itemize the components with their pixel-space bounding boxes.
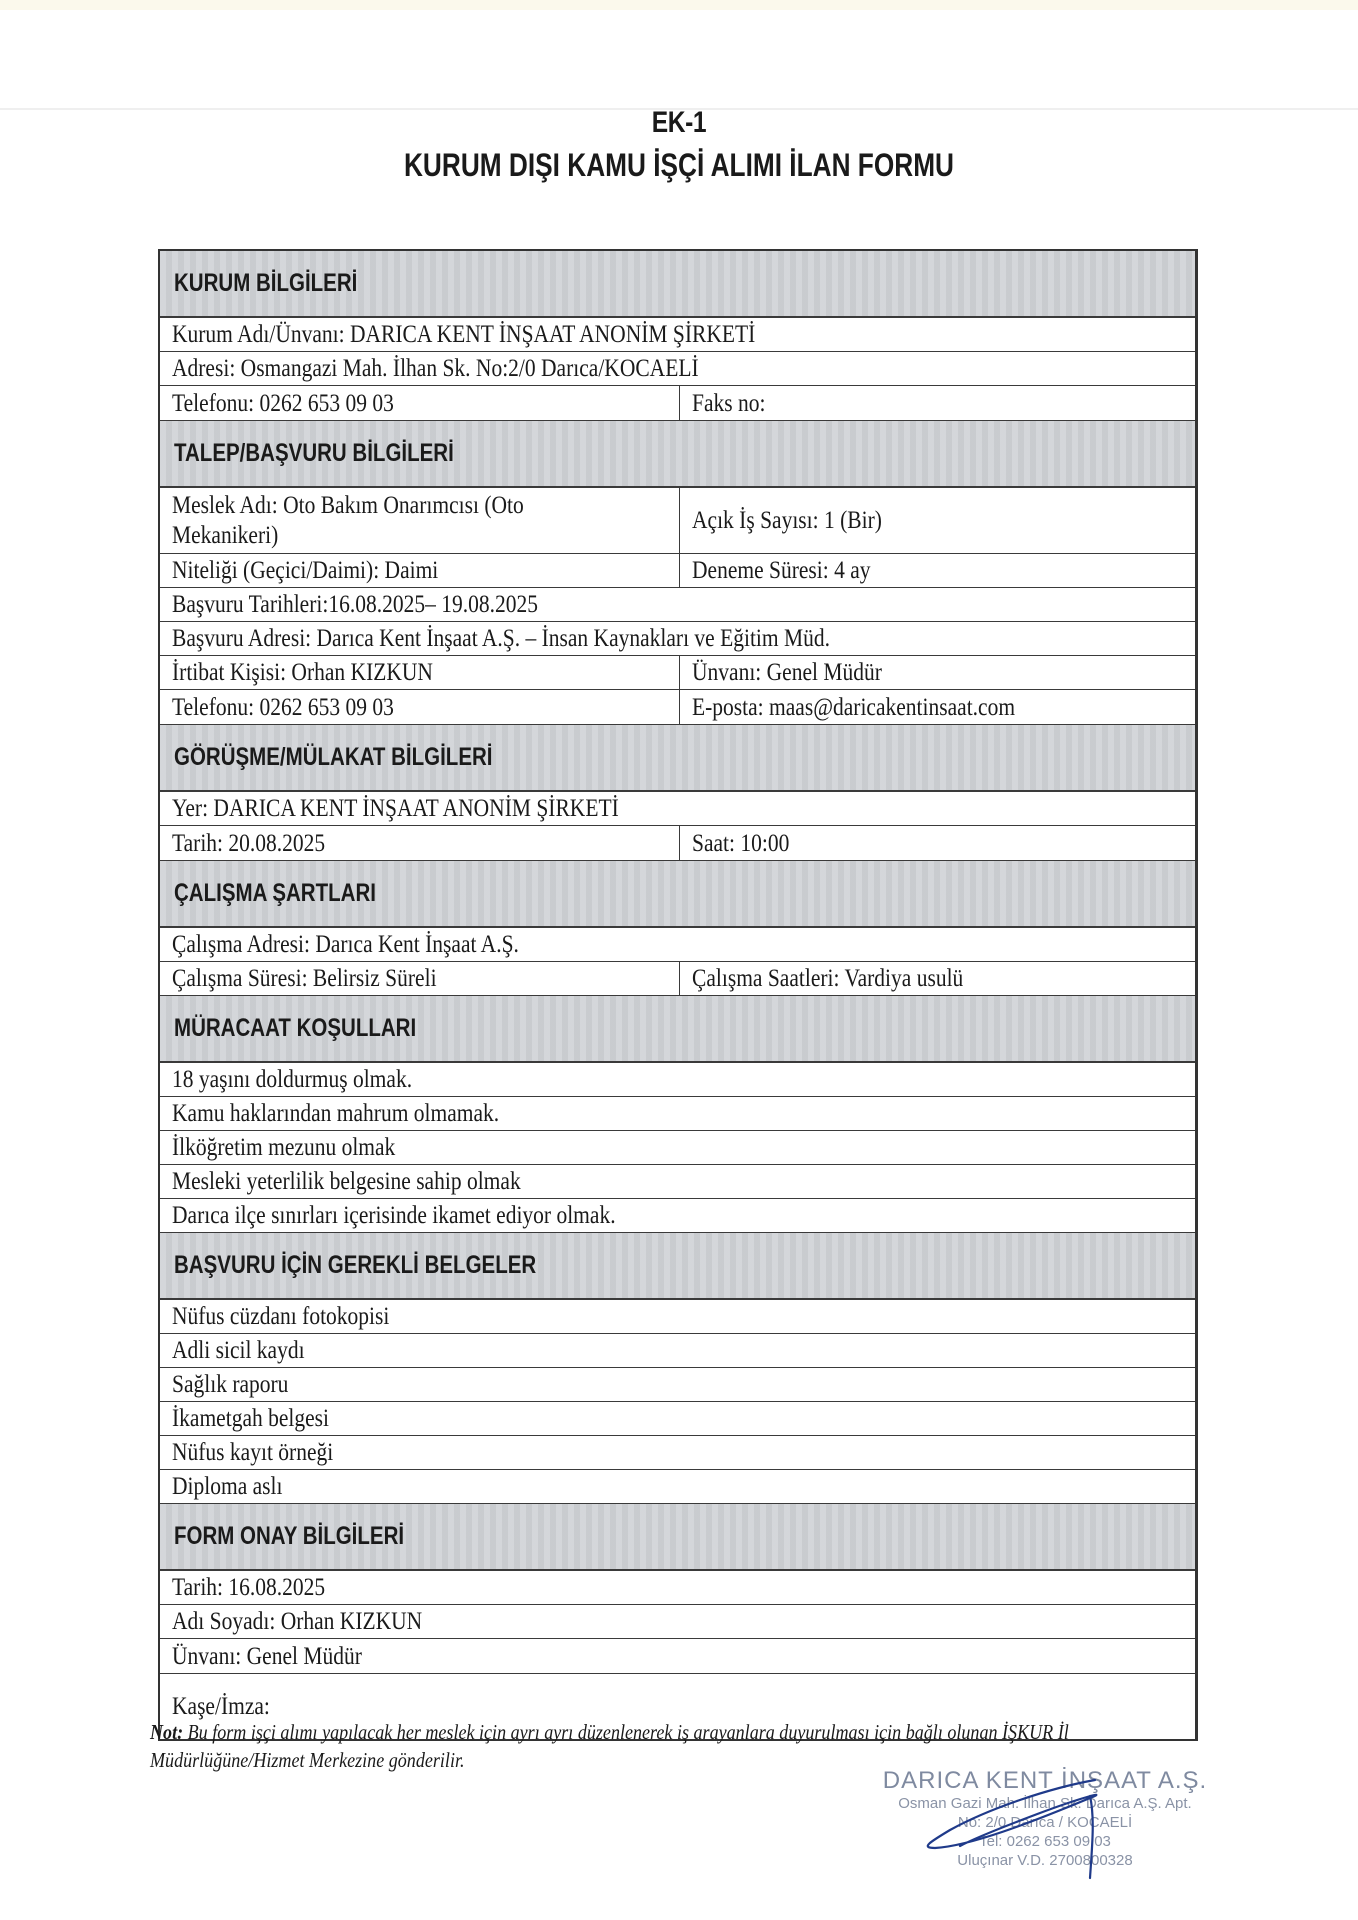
gerekli-belge: Nüfus kayıt örneği <box>172 1439 334 1466</box>
section-title: MÜRACAAT KOŞULLARI <box>174 1014 417 1042</box>
kurum-adi-field: Kurum Adı/Ünvanı: DARICA KENT İNŞAAT ANONİM ŞİRKETİ <box>172 321 756 348</box>
gerekli-belge: Sağlık raporu <box>172 1371 289 1398</box>
annex-label: EK-1 <box>651 106 707 139</box>
muracaat-kosulu: İlköğretim mezunu olmak <box>172 1134 396 1161</box>
section-header-muracaat <box>160 996 1195 1063</box>
stamp-phone-line: Tel: 0262 653 09 03 <box>979 1833 1111 1850</box>
gerekli-belge: Nüfus cüzdanı fotokopisi <box>172 1303 390 1330</box>
job-posting-form-table <box>158 249 1198 1741</box>
stamp-address-line: No: 2/0 Darıca / KOCAELİ <box>957 1814 1133 1831</box>
section-title: ÇALIŞMA ŞARTLARI <box>174 879 376 907</box>
list-item <box>160 1334 1195 1368</box>
stamp-address-line: Osman Gazi Mah. İlhan Sk. Darıca A.Ş. Apt. <box>898 1795 1192 1812</box>
section-header-onay <box>160 1504 1195 1571</box>
gerekli-belge: Adli sicil kaydı <box>172 1337 305 1364</box>
form-row <box>160 622 1195 656</box>
scan-top-strip <box>0 0 1358 10</box>
form-row <box>160 690 1195 725</box>
talep-telefon-field: Telefonu: 0262 653 09 03 <box>160 690 680 724</box>
mulakat-tarih-field: Tarih: 20.08.2025 <box>160 826 680 860</box>
niteligi-field: Niteliği (Geçici/Daimi): Daimi <box>160 554 680 587</box>
gerekli-belge: Diploma aslı <box>172 1473 283 1500</box>
form-row <box>160 1639 1195 1674</box>
form-row <box>160 318 1195 352</box>
form-row <box>160 962 1195 996</box>
section-header-belgeler <box>160 1233 1195 1300</box>
list-item <box>160 1199 1195 1233</box>
stamp-tax-line: Uluçınar V.D. 2700800328 <box>957 1852 1133 1869</box>
company-stamp <box>880 1768 1210 1888</box>
section-title: KURUM BİLGİLERİ <box>174 269 358 297</box>
form-row <box>160 386 1195 421</box>
muracaat-kosulu: Darıca ilçe sınırları içerisinde ikamet ediyor olmak. <box>172 1202 616 1229</box>
list-item <box>160 1300 1195 1334</box>
form-row <box>160 792 1195 826</box>
acik-is-sayisi-field: Açık İş Sayısı: 1 (Bir) <box>692 507 882 534</box>
section-title: BAŞVURU İÇİN GEREKLİ BELGELER <box>174 1251 537 1279</box>
list-item <box>160 1165 1195 1199</box>
stamp-company-name: DARICA KENT İNŞAAT A.Ş. <box>882 1767 1208 1794</box>
document-header <box>0 104 1358 188</box>
form-row <box>160 352 1195 386</box>
signature-icon <box>880 1768 1210 1888</box>
kase-imza-field: Kaşe/İmza: <box>172 1693 270 1720</box>
note-text: Bu form işçi alımı yapılacak her meslek için ayrı ayrı düzenlenerek iş arayanlara duyurulması için bağlı olunan İŞKUR İl Müdürlüğüne/Hizmet Merkezine gönderilir. <box>150 1720 1069 1772</box>
form-row <box>160 656 1195 690</box>
list-item <box>160 1063 1195 1097</box>
irtibat-kisisi-field: İrtibat Kişisi: Orhan KIZKUN <box>160 656 680 689</box>
onay-tarih-field: Tarih: 16.08.2025 <box>172 1574 326 1601</box>
section-header-gorusme <box>160 725 1195 792</box>
list-item <box>160 1097 1195 1131</box>
basvuru-adresi-field: Başvuru Adresi: Darıca Kent İnşaat A.Ş. – İnsan Kaynakları ve Eğitim Müd. <box>172 625 831 652</box>
list-item <box>160 1368 1195 1402</box>
form-row <box>160 826 1195 861</box>
list-item <box>160 1131 1195 1165</box>
section-header-talep <box>160 421 1195 488</box>
section-title: FORM ONAY BİLGİLERİ <box>174 1522 405 1550</box>
muracaat-kosulu: 18 yaşını doldurmuş olmak. <box>172 1066 413 1093</box>
muracaat-kosulu: Mesleki yeterlilik belgesine sahip olmak <box>172 1168 521 1195</box>
footnote <box>150 1718 1210 1774</box>
form-row <box>160 928 1195 962</box>
calisma-saatleri-field: Çalışma Saatleri: Vardiya usulü <box>692 965 964 992</box>
form-row <box>160 1605 1195 1639</box>
section-header-calisma <box>160 861 1195 928</box>
kurum-faks-field: Faks no: <box>692 389 766 417</box>
meslek-adi-field: Meslek Adı: Oto Bakım Onarımcısı (Oto Mekanikeri) <box>160 488 680 553</box>
mulakat-yer-field: Yer: DARICA KENT İNŞAAT ANONİM ŞİRKETİ <box>172 795 619 822</box>
section-title: TALEP/BAŞVURU BİLGİLERİ <box>174 439 454 467</box>
kurum-telefon-field: Telefonu: 0262 653 09 03 <box>160 386 680 420</box>
onay-unvani-field: Ünvanı: Genel Müdür <box>172 1642 362 1670</box>
deneme-suresi-field: Deneme Süresi: 4 ay <box>692 557 871 584</box>
form-row <box>160 488 1195 554</box>
list-item <box>160 1470 1195 1504</box>
eposta-field: E-posta: maas@daricakentinsaat.com <box>692 693 1016 721</box>
list-item <box>160 1402 1195 1436</box>
form-row <box>160 1571 1195 1605</box>
calisma-suresi-field: Çalışma Süresi: Belirsiz Süreli <box>160 962 680 995</box>
form-row <box>160 554 1195 588</box>
irtibat-unvani-field: Ünvanı: Genel Müdür <box>692 659 882 686</box>
kurum-adresi-field: Adresi: Osmangazi Mah. İlhan Sk. No:2/0 Darıca/KOCAELİ <box>172 355 699 382</box>
form-row <box>160 588 1195 622</box>
mulakat-saat-field: Saat: 10:00 <box>692 829 790 857</box>
calisma-adresi-field: Çalışma Adresi: Darıca Kent İnşaat A.Ş. <box>172 931 519 958</box>
basvuru-tarihleri-field: Başvuru Tarihleri:16.08.2025– 19.08.2025 <box>172 591 538 618</box>
section-header-kurum <box>160 251 1195 318</box>
muracaat-kosulu: Kamu haklarından mahrum olmamak. <box>172 1100 500 1127</box>
page-title: KURUM DIŞI KAMU İŞÇİ ALIMI İLAN FORMU <box>403 147 955 183</box>
list-item <box>160 1436 1195 1470</box>
gerekli-belge: İkametgah belgesi <box>172 1405 330 1432</box>
note-label: Not: <box>150 1720 184 1744</box>
onay-adi-soyadi-field: Adı Soyadı: Orhan KIZKUN <box>172 1608 423 1635</box>
section-title: GÖRÜŞME/MÜLAKAT BİLGİLERİ <box>174 743 493 771</box>
